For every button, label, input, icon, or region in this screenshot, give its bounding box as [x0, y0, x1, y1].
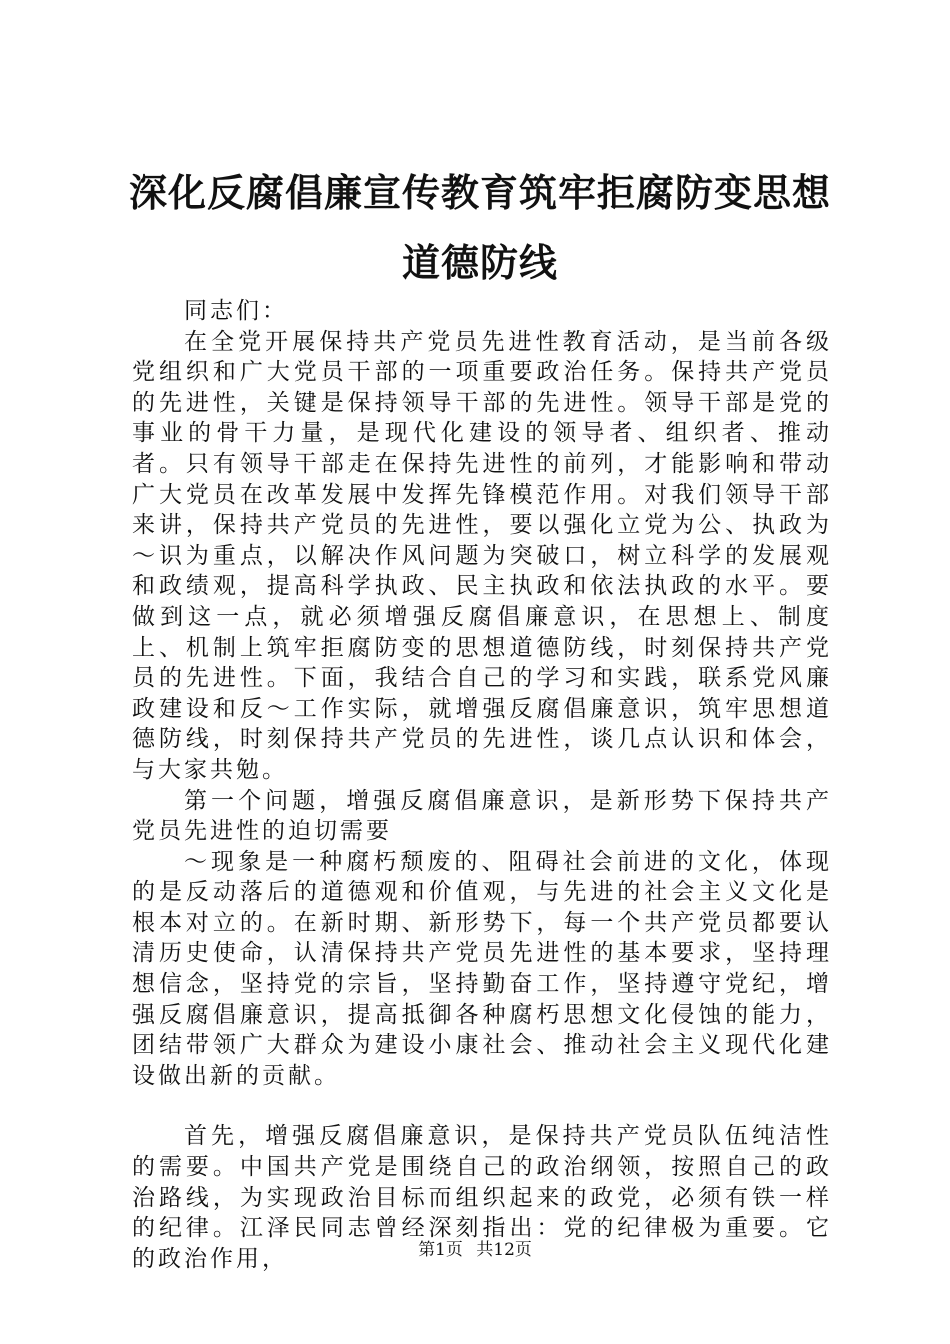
page-footer — [0, 1238, 950, 1262]
document-title: 深化反腐倡廉宣传教育筑牢拒腐防变思想道德防线 — [128, 170, 831, 285]
document-body — [132, 296, 832, 1274]
intro-paragraph: 在全党开展保持共产党员先进性教育活动，是当前各级党组织和广大党员干部的一项重要政治任务。保持共产党员的先进性，关键是保持领导干部的先进性。领导干部是党的事业的骨干力量，是现代化建设的领导者、组织者、推动者。只有领导干部走在保持先进性的前列，才能影响和带动广大党员在改革发展中发挥先锋模范作用。对我们领导干部来讲，保持共产党员的先进性，要以强化立党为公、执政为～识为重点，以解决作风问题为突破口，树立科学的发展观和政绩观，提高科学执政、民主执政和依法执政的水平。要做到这一点，就必须增强反腐倡廉意识，在思想上、制度上、机制上筑牢拒腐防变的思想道德防线，时刻保持共产党员的先进性。下面，我结合自己的学习和实践，联系党风廉政建设和反～工作实际，就增强反腐倡廉意识，筑牢思想道德防线，时刻保持共产党员的先进性，谈几点认识和体会，与大家共勉。 — [132, 328, 832, 783]
section-heading-paragraph: 第一个问题，增强反腐倡廉意识，是新形势下保持共产党员先进性的迫切需要 — [132, 787, 832, 845]
page-number: 第1页 — [418, 1240, 463, 1260]
salutation-paragraph: 同志们： — [184, 298, 288, 324]
page-total: 共12页 — [476, 1240, 532, 1260]
body-paragraph: ～现象是一种腐朽颓废的、阻碍社会前进的文化，体现的是反动落后的道德观和价值观，与先进的社会主义文化是根本对立的。在新时期、新形势下，每一个共产党员都要认清历史使命，认清保持共产党员先进性的基本要求，坚持理想信念，坚持党的宗旨，坚持勤奋工作，坚持遵守党纪，增强反腐倡廉意识，提高抵御各种腐朽思想文化侵蚀的能力，团结带领广大群众为建设小康社会、推动社会主义现代化建设做出新的贡献。 — [132, 848, 832, 1089]
body-paragraph: 首先，增强反腐倡廉意识，是保持共产党员队伍纯洁性的需要。中国共产党是围绕自己的政治纲领，按照自己的政治路线，为实现政治目标而组织起来的政党，必须有铁一样的纪律。江泽民同志曾经深刻指出：党的纪律极为重要。它的政治作用， — [132, 1123, 832, 1272]
